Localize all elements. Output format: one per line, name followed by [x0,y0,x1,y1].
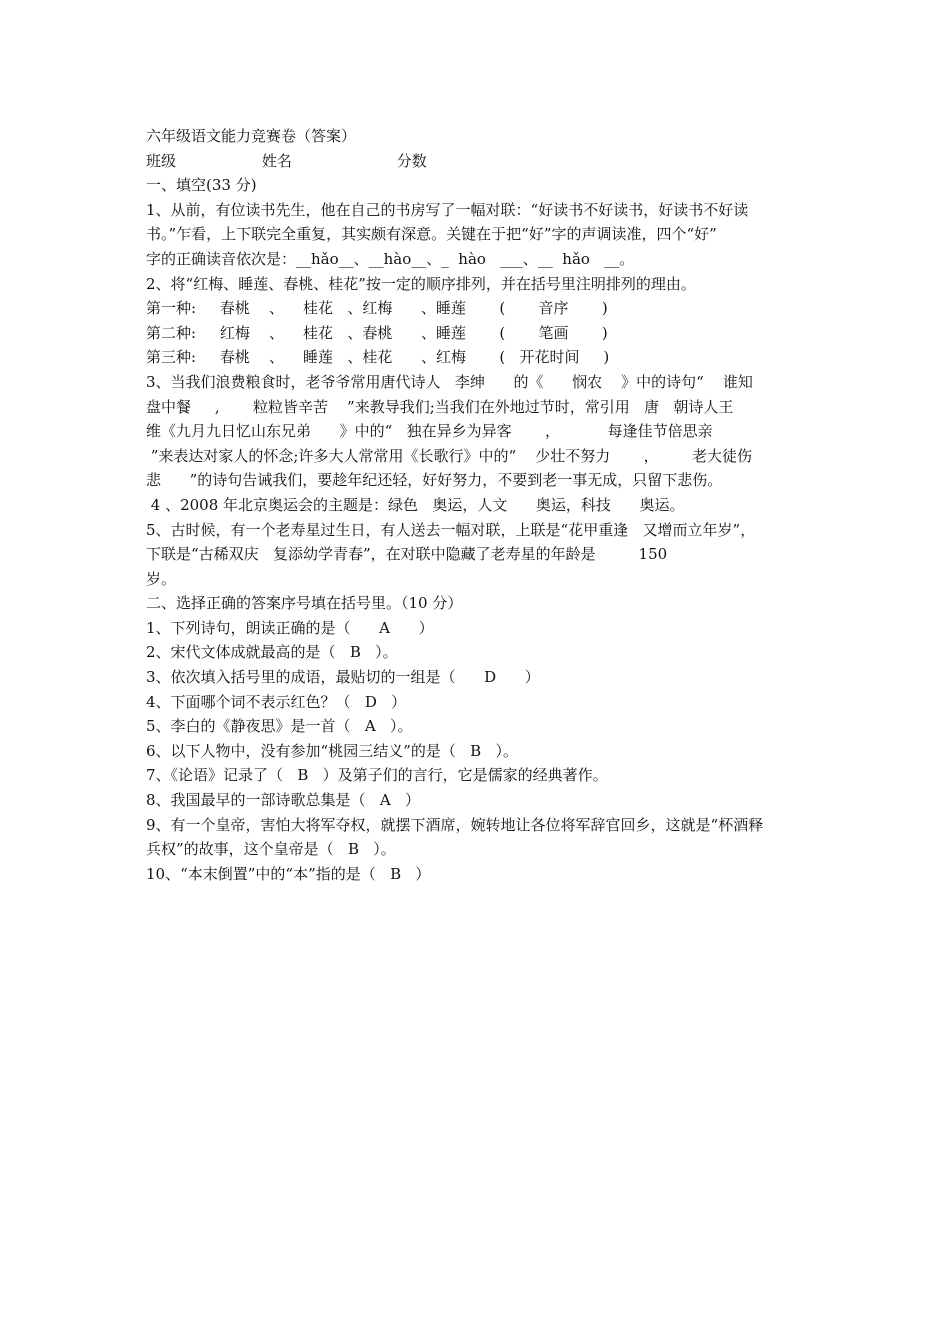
q2-order-3: 第三种: 春桃 、 睡莲 、桂花 、红梅 ( 开花时间 ) [146,348,610,367]
choice-item-6: 6、以下人物中，没有参加“桃园三结义”的是（ B ）。 [146,741,519,760]
q1-line2: 书。”乍看，上下联完全重复，其实颇有深意。关键在于把“好”字的声调读准，四个“好” [146,225,717,244]
class-label: 班级 [146,151,177,170]
score-label: 分数 [396,151,427,170]
q2-line1: 2、将“红梅、睡莲、春桃、桂花”按一定的顺序排列，并在括号里注明排列的理由。 [146,274,696,293]
choice-item-9-line2: 兵权”的故事，这个皇帝是（ B ）。 [146,840,396,859]
q1-line3: 字的正确读音依次是：__hǎo__、__hào__、_ hào ___、__ hǎo __。 [146,249,635,268]
q3-line2: 盘中餐 , 粒粒皆辛苦 ”来教导我们;当我们在外地过节时，常引用 唐 朝诗人王 [146,397,734,416]
choice-item-5: 5、李白的《静夜思》是一首（ A ）。 [146,717,413,736]
q3-line4: ”来表达对家人的怀念;许多大人常常用《长歌行》中的“ 少壮不努力 ， 老大徒伤 [146,446,752,465]
q4-line: 4 、2008 年北京奥运会的主题是：绿色 奥运，人文 奥运，科技 奥运。 [146,495,685,514]
q5-line3: 岁。 [146,569,177,588]
page-title: 六年级语文能力竞赛卷（答案） [146,127,357,145]
choice-item-1: 1、下列诗句，朗读正确的是（ A ） [146,618,434,637]
q3-line3: 维《九月九日忆山东兄弟 》中的“ 独在异乡为异客 ， 每逢佳节倍思亲 [146,422,713,441]
choice-item-3: 3、依次填入括号里的成语，最贴切的一组是（ D ） [146,668,540,687]
q5-line1: 5、古时候，有一个老寿星过生日，有人送去一幅对联，上联是“花甲重逢 又增而立年岁”， [146,520,756,539]
q3-line1: 3、当我们浪费粮食时，老爷爷常用唐代诗人 李绅 的《 悯农 》中的诗句“ 谁知 [146,372,753,391]
q2-order-2: 第二种: 红梅 、 桂花 、春桃 、睡莲 ( 笔画 ) [146,323,608,342]
choice-item-8: 8、我国最早的一部诗歌总集是（ A ） [146,791,420,810]
section2-heading: 二、选择正确的答案序号填在括号里。（10 分） [146,594,463,613]
choice-item-4: 4、下面哪个词不表示红色？（ D ） [146,692,407,711]
q5-line2: 下联是“古稀双庆 复添幼学青春”，在对联中隐藏了老寿星的年龄是 150 [146,545,668,564]
choice-item-2: 2、宋代文体成就最高的是（ B ）。 [146,643,398,662]
section1-heading: 一、填空(33 分) [146,176,257,195]
q2-order-1: 第一种: 春桃 、 桂花 、红梅 、睡莲 ( 音序 ) [146,299,608,318]
q3-line5: 悲 ”的诗句告诫我们，要趁年纪还轻，好好努力，不要到老一事无成，只留下悲伤。 [146,471,723,490]
choice-item-7: 7、《论语》记录了（ B ）及第子们的言行，它是儒家的经典著作。 [146,766,608,785]
choice-item-9-line1: 9、有一个皇帝，害怕大将军夺权，就摆下酒席，婉转地让各位将军辞官回乡，这就是“杯酒释 [146,815,764,834]
choice-item-10: 10、“本末倒置”中的“本”指的是（ B ） [146,864,431,883]
header-fields [146,149,812,174]
exam-answer-sheet [146,124,812,886]
name-label: 姓名 [261,151,292,170]
q1-line1: 1、从前，有位读书先生，他在自己的书房写了一幅对联：“好读书不好读书，好读书不好读 [146,200,749,219]
